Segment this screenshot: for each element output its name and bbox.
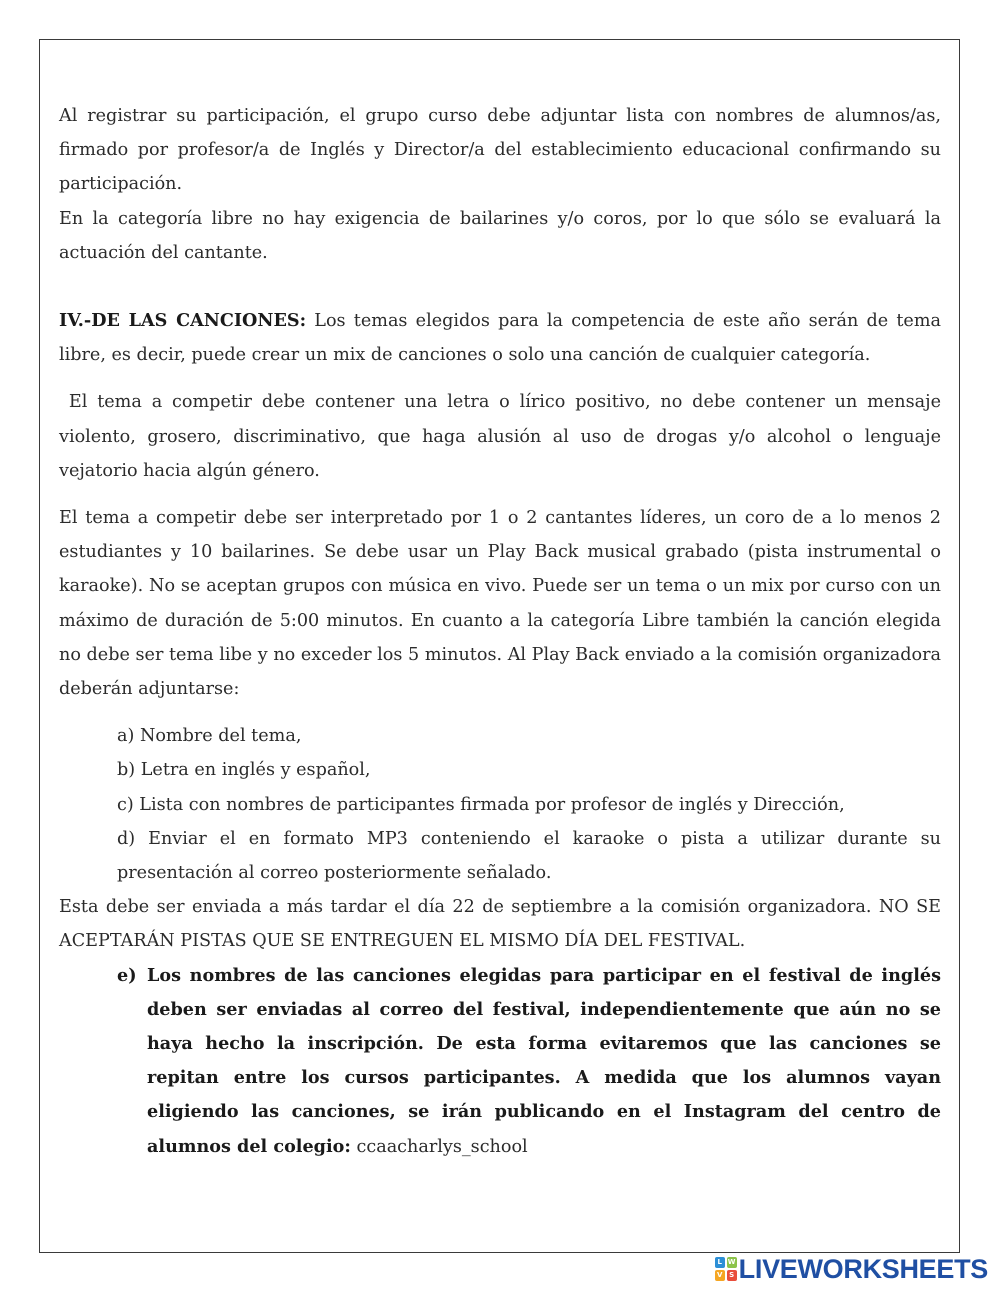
list-item-e-body bbox=[147, 959, 941, 1164]
song-names-notice: Los nombres de las canciones elegidas para participar en el festival de inglés deben ser enviadas al correo del festival, independientemente que aún no se haya hecho la inscripción. De esta forma evitaremos que las canciones se repitan entre los cursos participantes. A medida que los alumnos vayan eligiendo las canciones, se irán publicando en el Instagram del centro de alumnos del colegio: bbox=[147, 964, 941, 1157]
logo-tile: L bbox=[715, 1257, 725, 1268]
document-body bbox=[59, 99, 947, 1164]
list-item-e bbox=[117, 959, 941, 1164]
paragraph-registration: Al registrar su participación, el grupo curso debe adjuntar lista con nombres de alumnos/as, firmado por profesor/a de Inglés y Director/a del establecimiento educacional confirmando su participación. bbox=[59, 106, 941, 195]
paragraph-free-category: En la categoría libre no hay exigencia de bailarines y/o coros, por lo que sólo se evaluará la actuación del cantante. bbox=[59, 208, 941, 263]
list-item: d) Enviar el en formato MP3 conteniendo el karaoke o pista a utilizar durante su presentación al correo posteriormente señalado. bbox=[117, 828, 941, 884]
section-iv-heading: IV.-DE LAS CANCIONES: bbox=[59, 310, 307, 332]
logo-tile: S bbox=[727, 1270, 737, 1281]
logo-tile: V bbox=[715, 1270, 725, 1281]
paragraph-lyrics-rules: El tema a competir debe contener una letra o lírico positivo, no debe contener un mensaje violento, grosero, discriminativo, que haga alusión al uso de drogas y/o alcohol o lenguaje vejatorio hacia algún género. bbox=[59, 392, 947, 481]
liveworksheets-logo-text: LIVEWORKSHEETS bbox=[738, 1253, 988, 1284]
attachments-list bbox=[59, 719, 941, 890]
liveworksheets-logo-icon bbox=[715, 1257, 737, 1281]
section-iv-heading-text: Los temas elegidos para la competencia de este año serán de tema libre, es decir, puede crear un mix de canciones o solo una canción de cualquier categoría. bbox=[59, 311, 941, 366]
paragraph-performance-rules: El tema a competir debe ser interpretado por 1 o 2 cantantes líderes, un coro de a lo menos 2 estudiantes y 10 bailarines. Se debe usar un Play Back musical grabado (pista instrumental o karaoke). No se aceptan grupos con música en vivo. Puede ser un tema o un mix por curso con un máximo de duración de 5:00 minutos. En cuanto a la categoría Libre también la canción elegida no debe ser tema libe y no exceder los 5 minutos. Al Play Back enviado a la comisión organizadora deberán adjuntarse: bbox=[59, 508, 941, 700]
instagram-handle: ccaacharlys_school bbox=[350, 1136, 528, 1157]
list-marker: e) bbox=[117, 964, 137, 986]
section-iv-intro bbox=[59, 304, 941, 372]
liveworksheets-logo bbox=[715, 1254, 988, 1284]
list-item: c) Lista con nombres de participantes firmada por profesor de inglés y Dirección, bbox=[117, 794, 845, 815]
logo-tile: W bbox=[727, 1258, 736, 1266]
paragraph-deadline: Esta debe ser enviada a más tardar el día 22 de septiembre a la comisión organizadora. NO SE ACEPTARÁN PISTAS QUE SE ENTREGUEN EL MISMO DÍA DEL FESTIVAL. bbox=[59, 897, 941, 952]
song-names-list bbox=[59, 959, 941, 1164]
list-item: b) Letra en inglés y español, bbox=[117, 760, 371, 781]
list-item: a) Nombre del tema, bbox=[117, 726, 302, 747]
